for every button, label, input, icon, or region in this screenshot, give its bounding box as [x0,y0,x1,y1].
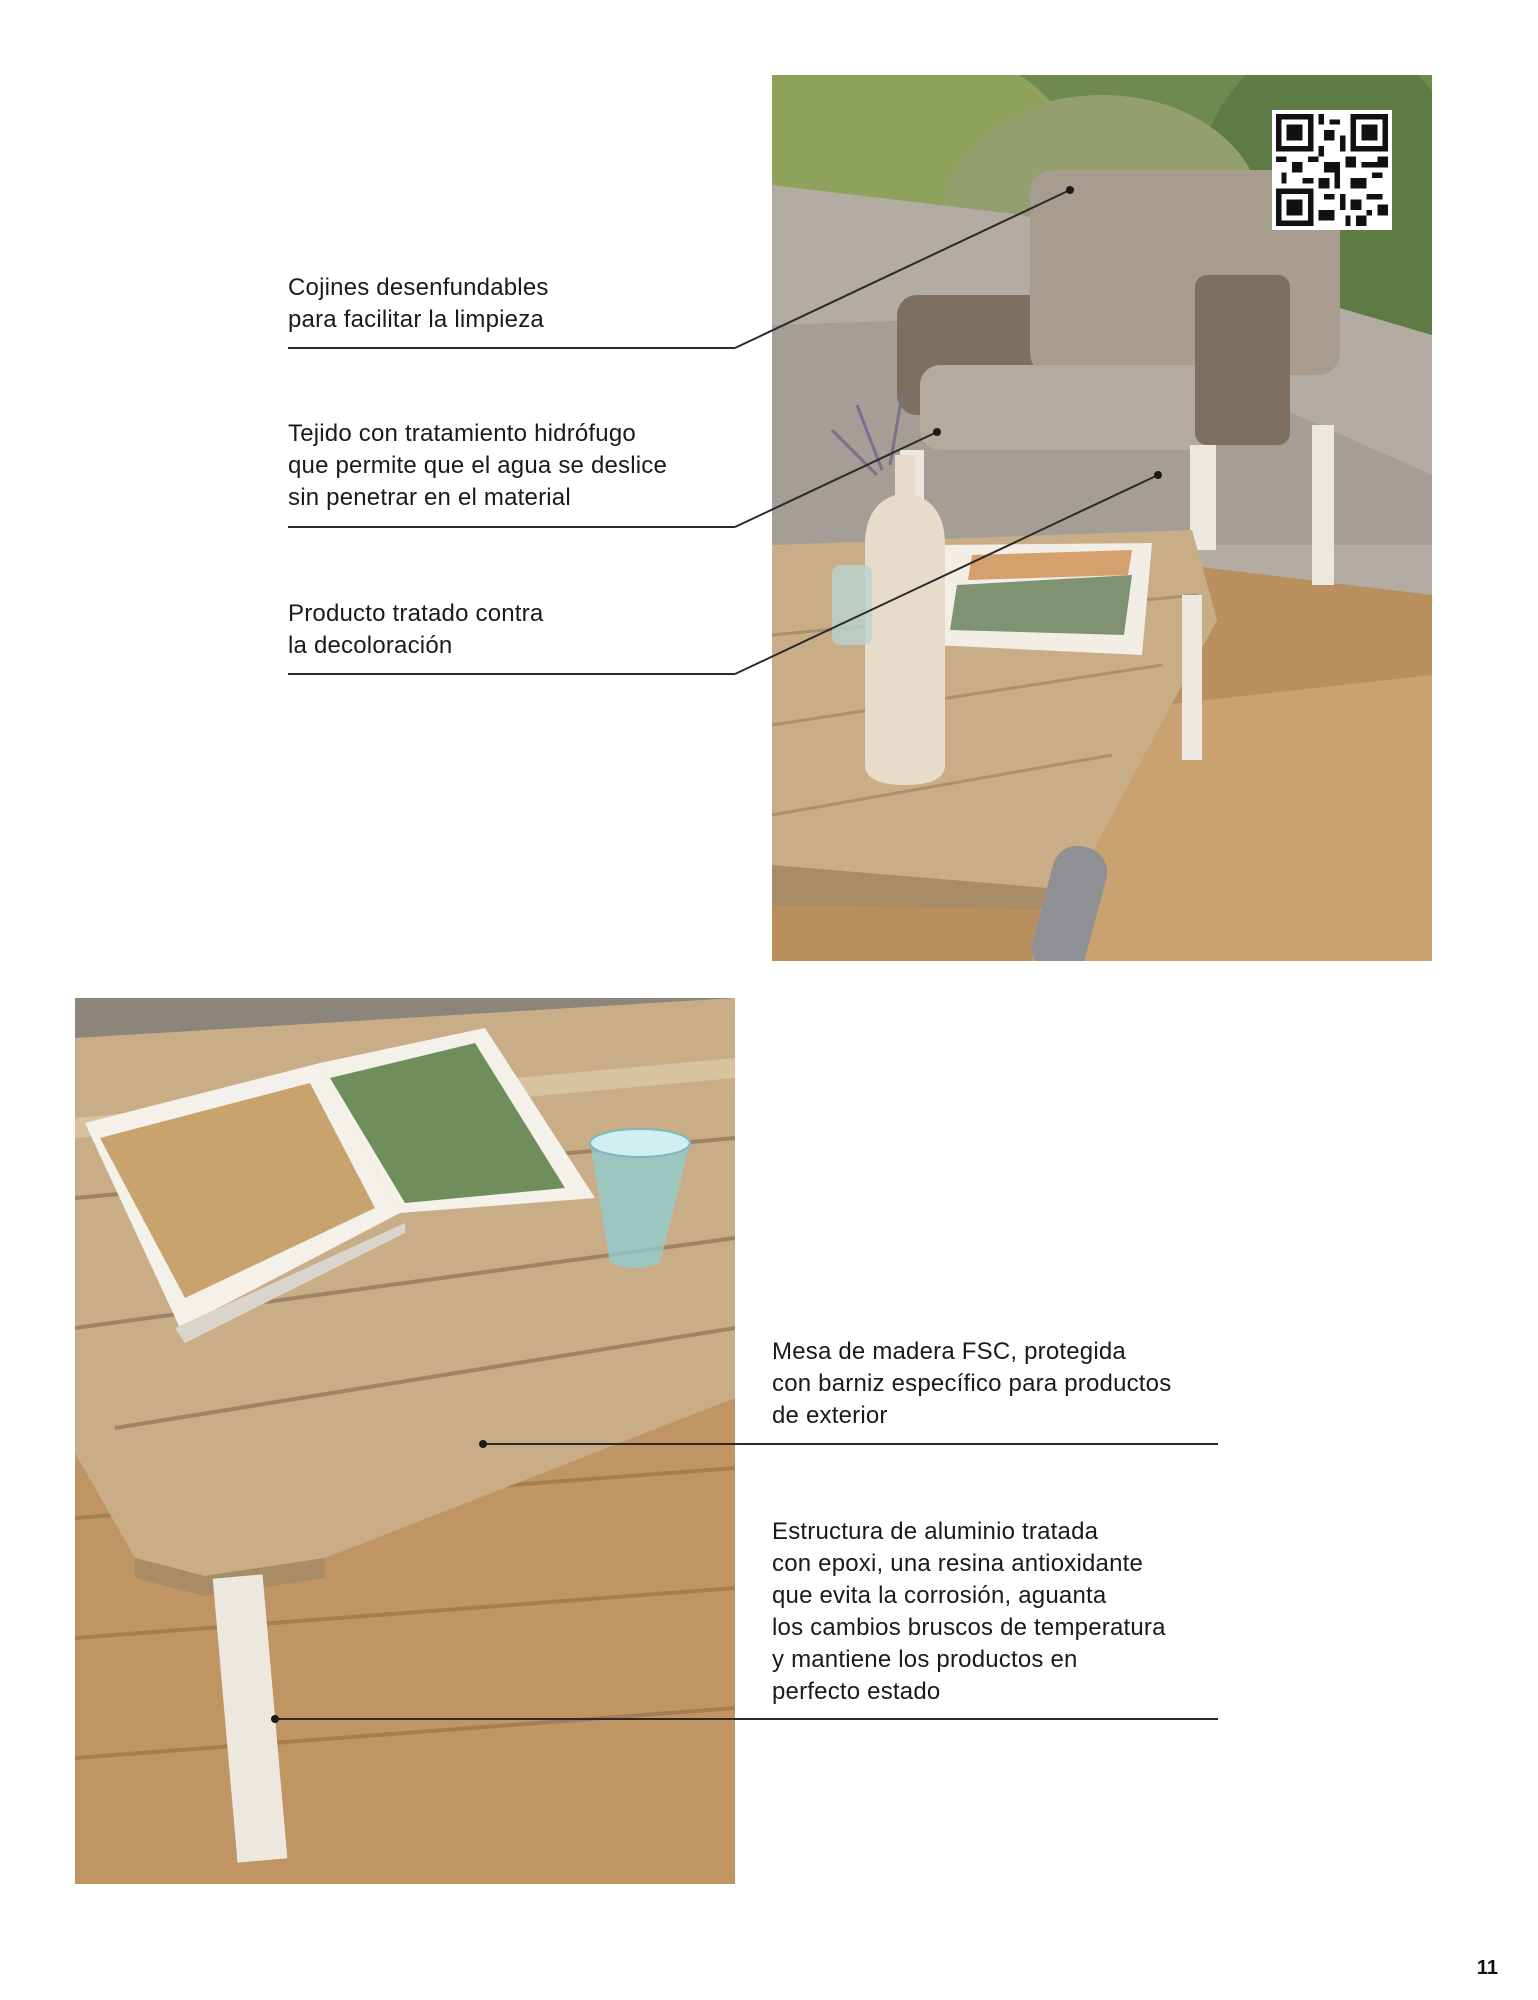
feature-discoloration [288,598,543,662]
rule-cushions [288,347,735,349]
feature-line: Producto tratado contra [288,600,544,627]
feature-line: de exterior [772,1402,888,1429]
feature-line: Mesa de madera FSC, protegida [772,1338,1126,1365]
rule-discoloration [288,673,735,675]
feature-line: que permite que el agua se deslice [288,452,668,479]
feature-line: que evita la corrosión, aguanta [772,1582,1107,1609]
feature-line: la decoloración [288,632,453,659]
feature-table-wood [772,1336,1171,1432]
feature-fabric [288,418,667,514]
feature-line: sin penetrar en el material [288,484,571,511]
feature-line: Cojines desenfundables [288,274,549,301]
feature-line: con barniz específico para productos [772,1370,1172,1397]
table-photo [75,998,735,1884]
feature-line: los cambios bruscos de temperatura [772,1614,1166,1641]
feature-line: Estructura de aluminio tratada [772,1518,1099,1545]
page-number: 11 [1476,1957,1498,1979]
feature-cushions [288,272,549,336]
feature-line: Tejido con tratamiento hidrófugo [288,420,636,447]
feature-line: perfecto estado [772,1678,941,1705]
qr-code[interactable] [1272,110,1392,230]
feature-line: para facilitar la limpieza [288,306,544,333]
table-photo-illustration [75,998,735,1884]
armchair-photo [772,75,1432,961]
rule-fabric [288,526,735,528]
feature-line: y mantiene los productos en [772,1646,1078,1673]
feature-aluminium-structure [772,1516,1166,1708]
feature-line: con epoxi, una resina antioxidante [772,1550,1144,1577]
